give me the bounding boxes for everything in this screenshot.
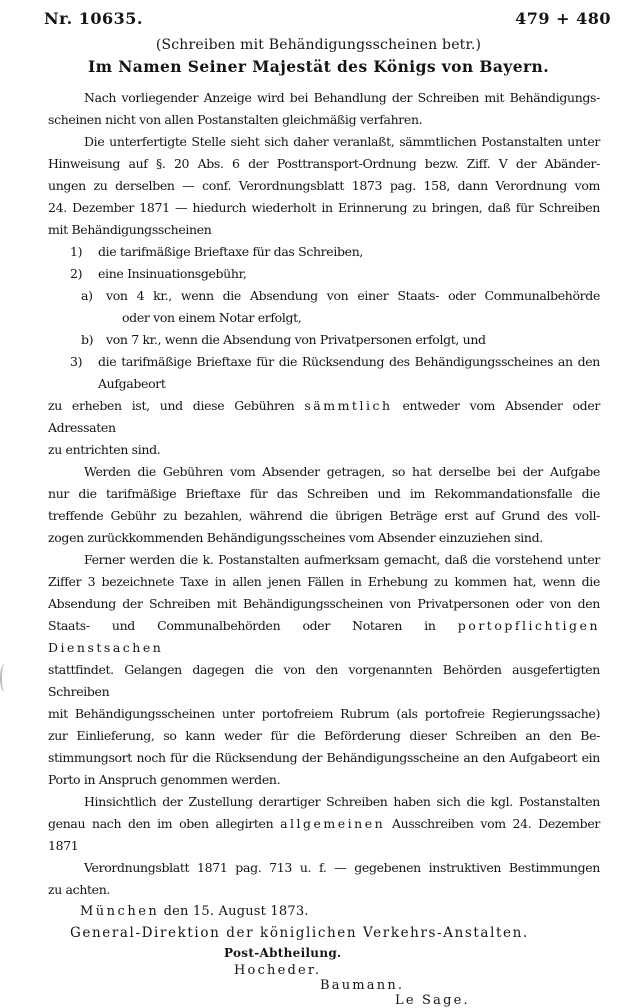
text-line: [48, 703, 600, 725]
text-segment: die tarifmäßige Brieftaxe für die Rücksendung des Behändigungsscheines an den: [98, 354, 600, 369]
text-line: [48, 131, 600, 153]
text-line: [48, 87, 600, 109]
text-segment: genau nach den im oben allegirten: [48, 816, 281, 831]
text-segment: stattfindet. Gelangen dagegen die von den vorgenannten Behörden ausgefertigten Schreiben: [48, 662, 600, 699]
text-segment: Ausschreiben vom 24. Dezember 1871: [48, 816, 601, 853]
text-segment: entweder vom Absender oder Adressaten: [48, 398, 600, 435]
text-line: [48, 615, 600, 659]
list-item-2: [48, 263, 600, 285]
text-line: [48, 285, 600, 307]
text-line: [48, 461, 600, 483]
text-segment: zu entrichten sind.: [48, 442, 161, 457]
signature-hocheder: Hocheder.: [234, 963, 322, 978]
document-number: Nr. 10635.: [44, 9, 143, 28]
text-segment: oder von einem Notar erfolgt,: [122, 310, 302, 325]
text-line: [48, 175, 600, 197]
text-segment: Absendung der Schreiben mit Behändigungsscheinen von Privatpersonen oder von den: [48, 596, 600, 611]
city-name: München: [80, 904, 160, 919]
scan-margin-artifact: [0, 664, 9, 692]
list-marker: 2): [70, 266, 83, 281]
text-segment: ungen zu derselben — conf. Verordnungsblatt 1873 pag. 158, dann Verordnung vom: [48, 178, 600, 193]
text-segment: Staats- und Communalbehörden oder Notaren in: [48, 618, 458, 633]
text-segment: Verordnungsblatt 1871 pag. 713 u. f. — gegebenen instruktiven Bestimmungen: [84, 860, 600, 875]
text-segment: von 4 kr., wenn die Absendung von einer Staats- oder Communalbehörde: [106, 288, 600, 303]
text-segment: zu erheben ist, und diese Gebühren: [48, 398, 305, 413]
paragraph-5: [48, 549, 600, 791]
royal-title-line: Im Namen Seiner Majestät des Königs von Bayern.: [87, 57, 550, 76]
text-line: [48, 747, 600, 769]
text-segment: zogen zurückkommenden Behändigungsscheines vom Absender einzuziehen sind.: [48, 530, 543, 545]
text-segment: 24. Dezember 1871 — hiedurch wiederholt in Erinnerung zu bringen, daß für Schreiben: [48, 200, 600, 215]
text-line: [48, 219, 600, 241]
emphasized-text: portopflichtigen Dienstsachen: [48, 618, 600, 655]
text-segment: Ziffer 3 bezeichnete Taxe in allen jenen Fällen in Erhebung zu kommen hat, wenn die: [48, 574, 600, 589]
paragraph-2: [48, 131, 600, 241]
issuing-authority-line: General-Direktion der königlichen Verkehrs-Anstalten.: [70, 925, 529, 941]
text-line: [48, 109, 600, 131]
paragraph-4: [48, 461, 600, 549]
text-line: [48, 329, 600, 351]
text-line: [48, 527, 600, 549]
text-segment: zu achten.: [48, 882, 111, 897]
date-line: [80, 904, 637, 919]
text-segment: nur die tarifmäßige Brieftaxe für das Schreiben und im Rekommandationsfalle die: [48, 486, 600, 501]
emphasized-text: sämmtlich: [304, 398, 393, 413]
text-line: [48, 857, 600, 879]
emphasized-text: allgemeinen: [280, 816, 386, 831]
paragraph-3: [48, 395, 600, 461]
subject-line: (Schreiben mit Behändigungsscheinen betr.): [155, 37, 482, 53]
text-line: [48, 263, 600, 285]
text-segment: Nach vorliegender Anzeige wird bei Behandlung der Schreiben mit Behändigungs-: [84, 90, 600, 105]
signature-lesage: Le Sage.: [395, 993, 470, 1008]
closing-block: [0, 904, 637, 1008]
text-segment: die tarifmäßige Brieftaxe für das Schreiben,: [98, 244, 364, 259]
document-header: [0, 0, 637, 28]
text-segment: zur Einlieferung, so kann weder für die Beförderung dieser Schreiben an den Be-: [48, 728, 600, 743]
text-segment: eine Insinuationsgebühr,: [98, 266, 247, 281]
text-segment: Ferner werden die k. Postanstalten aufmerksam gemacht, daß die vorstehend unter: [84, 552, 600, 567]
text-segment: von 7 kr., wenn die Absendung von Privatpersonen erfolgt, und: [106, 332, 486, 347]
text-segment: stimmungsort noch für die Rücksendung der Behändigungsscheine an den Aufgabeort ein: [48, 750, 600, 765]
list-item-2b: [48, 329, 600, 351]
list-item-1: [48, 241, 600, 263]
text-line: [48, 395, 600, 439]
text-line: [48, 571, 600, 593]
text-line: [48, 659, 600, 703]
text-segment: scheinen nicht von allen Postanstalten gleichmäßig verfahren.: [48, 112, 423, 127]
text-segment: Werden die Gebühren vom Absender getragen, so hat derselbe bei der Aufgabe: [84, 464, 600, 479]
text-segment: Die unterfertigte Stelle sieht sich daher veranlaßt, sämmtlichen Postanstalten unter: [84, 134, 600, 149]
text-line: [48, 791, 600, 813]
list-item-3: [48, 351, 600, 395]
text-line: [48, 241, 600, 263]
text-line: [48, 483, 600, 505]
text-segment: Hinsichtlich der Zustellung derartiger Schreiben haben sich die kgl. Postanstalten: [84, 794, 600, 809]
text-line: [48, 725, 600, 747]
text-line: [48, 549, 600, 571]
paragraph-1: [48, 87, 600, 131]
document-body: [0, 87, 637, 901]
text-line: [48, 439, 600, 461]
list-item-2a: [48, 285, 600, 329]
list-marker: b): [81, 332, 94, 347]
department-line: Post-Abtheilung.: [224, 946, 342, 960]
signature-baumann: Baumann.: [320, 978, 405, 993]
text-segment: treffende Gebühr zu bezahlen, während die übrigen Beträge erst auf Grund des voll-: [48, 508, 600, 523]
text-segment: Porto in Anspruch genommen werden.: [48, 772, 281, 787]
text-segment: mit Behändigungsscheinen unter portofreiem Rubrum (als portofreie Regierungssache): [48, 706, 600, 721]
text-line: [48, 373, 600, 395]
text-line: [48, 505, 600, 527]
text-line: [48, 879, 600, 901]
page-numbers: 479 + 480: [515, 9, 611, 28]
text-segment: Aufgabeort: [98, 376, 166, 391]
list-marker: 3): [70, 354, 83, 369]
text-line: [48, 197, 600, 219]
list-marker: 1): [70, 244, 83, 259]
date-text: den 15. August 1873.: [159, 904, 309, 919]
text-line: [48, 593, 600, 615]
text-line: [48, 307, 600, 329]
text-segment: mit Behändigungsscheinen: [48, 222, 212, 237]
text-segment: Hinweisung auf §. 20 Abs. 6 der Posttransport-Ordnung bezw. Ziff. V der Abänder-: [48, 156, 600, 171]
text-line: [48, 351, 600, 373]
text-line: [48, 813, 600, 857]
text-line: [48, 153, 600, 175]
paragraph-6: [48, 791, 600, 901]
list-marker: a): [81, 288, 93, 303]
text-line: [48, 769, 600, 791]
